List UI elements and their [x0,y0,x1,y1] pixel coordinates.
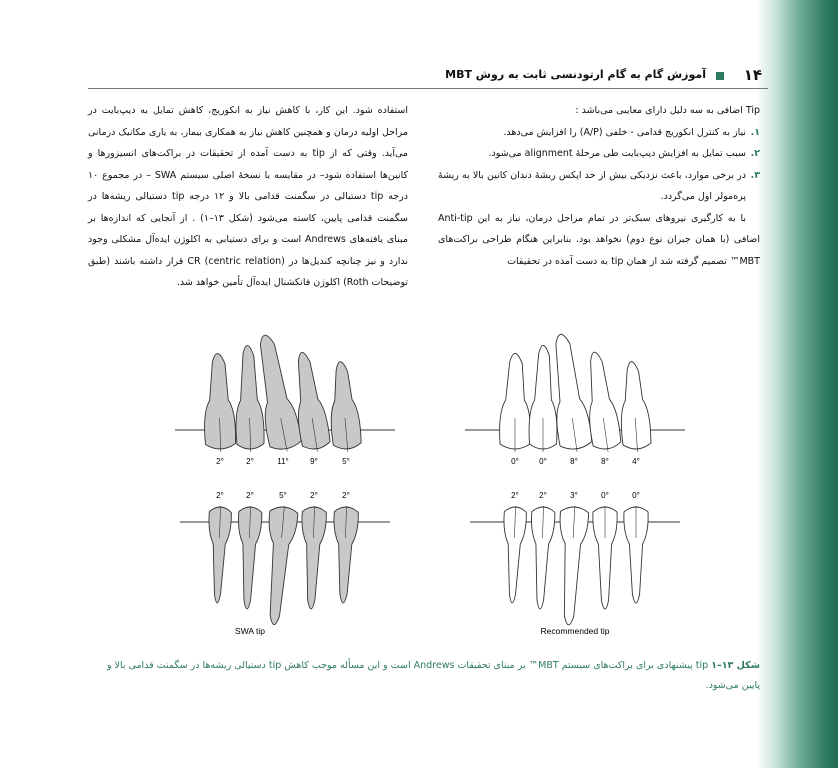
lower-tooth [235,506,262,610]
tip-degree-label: 2° [310,491,318,500]
list-number: ۳. [750,169,760,181]
swa-lower-teeth [180,505,390,626]
page-header [88,66,768,88]
tip-degree-label: 0° [539,457,547,466]
intro-line: Tip اضافی به سه دلیل دارای معایبی می‌باشد : [575,105,760,116]
tooth-tip-figure [170,330,690,640]
body-paragraph: با به کارگیری نیروهای سبک‌تر در تمام مراحل درمان، نیاز به این Anti-tip اضافی (با همان جبران نوع دوم) نخواهد بود. بنابراین هنگام طراحی براکت‌های MBT™ تصمیم گرفته شد از همان tip به دست آمده در تحقیقات [438,212,760,267]
list-item [438,122,760,144]
tip-degree-label: 0° [632,491,640,500]
tip-degree-label: 4° [632,457,640,466]
recommended-tip-label: Recommended tip [540,626,610,636]
list-number: ۱. [750,126,760,138]
lower-tooth [555,505,589,625]
page-edge-band [756,0,838,768]
body-paragraph: استفاده شود. این کار، با کاهش نیاز به انکوریج، کاهش تمایل به دیپ‌بایت در مراحل اولیه درمان و همچنین کاهش نیاز به همکاری بیمار، به یاری مکانیک درمانی می‌آید. وقتی که از tip به دست آمده از تحقیقات در براکت‌های انسیزورها و کانین‌ها استفاده شود– در مقایسه با نسخهٔ اصلی سیستم SWA – در مجموع ۱۰ درجه tip دستیالی در سگمنت قدامی بالا و ۱۲ درجه tip دستیالی ریشه‌ها در سگمنت قدامی پایین، کاسته می‌شود (شکل ۱۳–۱) . از آنجایی که اندازه‌ها بر مبنای یافته‌های Andrews است و برای دستیابی به اکلوژن ایده‌آل مشکلی وجود ندارد و نیز چنانچه کندیل‌ها در CR (centric relation) قرار داشته باشند (طبق توضیحات Roth) اکلوژن فانکشنال ایده‌آل تأمین خواهد شد. [88,105,409,288]
tip-degree-label: 5° [279,491,287,500]
right-column [438,100,760,272]
lower-tooth [331,506,359,604]
tip-degree-label: 2° [342,491,350,500]
upper-tooth [233,345,265,452]
list-item [438,165,760,208]
upper-tooth [529,345,557,452]
tip-degree-label: 2° [216,491,224,500]
tip-degree-label: 0° [601,491,609,500]
running-title: آموزش گام به گام ارتودنسی ثابت به روش MBT [445,68,706,81]
lower-tooth [528,506,555,610]
lower-tooth [501,506,527,604]
figure-caption [88,656,760,696]
lower-tooth [624,506,648,603]
header-rule [88,88,768,89]
tip-degree-label: 2° [246,491,254,500]
caption-label: شکل ۱۳–۱ [711,660,760,671]
swa-upper-teeth [175,332,395,455]
lower-tooth [593,506,617,609]
list-number: ۲. [750,148,760,159]
page-number: ۱۴ [743,66,762,84]
tip-degree-label: 0° [511,457,519,466]
tip-degree-label: 5° [342,457,350,466]
list-text: سبب تمایل به افزایش دیپ‌بایت طی مرحلهٔ alignment می‌شود. [488,148,746,159]
tip-degree-label: 2° [246,457,254,466]
left-column [88,100,408,294]
list-item [438,143,760,165]
caption-text: tip پیشنهادی برای براکت‌های سیستم MBT™ بر مبنای تحقیقات Andrews است و این مسأله موجب کاهش tip دستیالی ریشه‌ها در سگمنت قدامی بالا و پایین می‌شود. [106,660,760,691]
tip-degree-label: 2° [539,491,547,500]
lower-tooth [260,505,299,626]
list-text: نیاز به کنترل انکوریج قدامی - خلفی (A/P) را افزایش می‌دهد. [503,126,746,138]
upper-tooth [617,361,652,453]
degree-labels [216,457,640,500]
header-square-icon [716,72,724,80]
recommended-lower-teeth [470,505,680,625]
recommended-upper-teeth [465,332,685,454]
tip-degree-label: 8° [601,457,609,466]
tip-degree-label: 2° [216,457,224,466]
tip-degree-label: 9° [310,457,318,466]
upper-tooth [326,360,363,453]
lower-tooth [299,506,327,610]
tip-degree-label: 8° [570,457,578,466]
tip-degree-label: 2° [511,491,519,500]
upper-tooth [202,353,236,453]
swa-tip-label: SWA tip [235,626,265,636]
tip-degree-label: 3° [570,491,578,500]
list-text: در برخی موارد، باعث نزدیکی بیش از حد اپکس ریشهٔ دندان کانین بالا به ریشهٔ پره‌مولر اول می‌گردد. [438,169,746,202]
tip-degree-label: 11° [277,457,289,466]
upper-tooth [500,353,531,452]
lower-tooth [206,506,232,604]
